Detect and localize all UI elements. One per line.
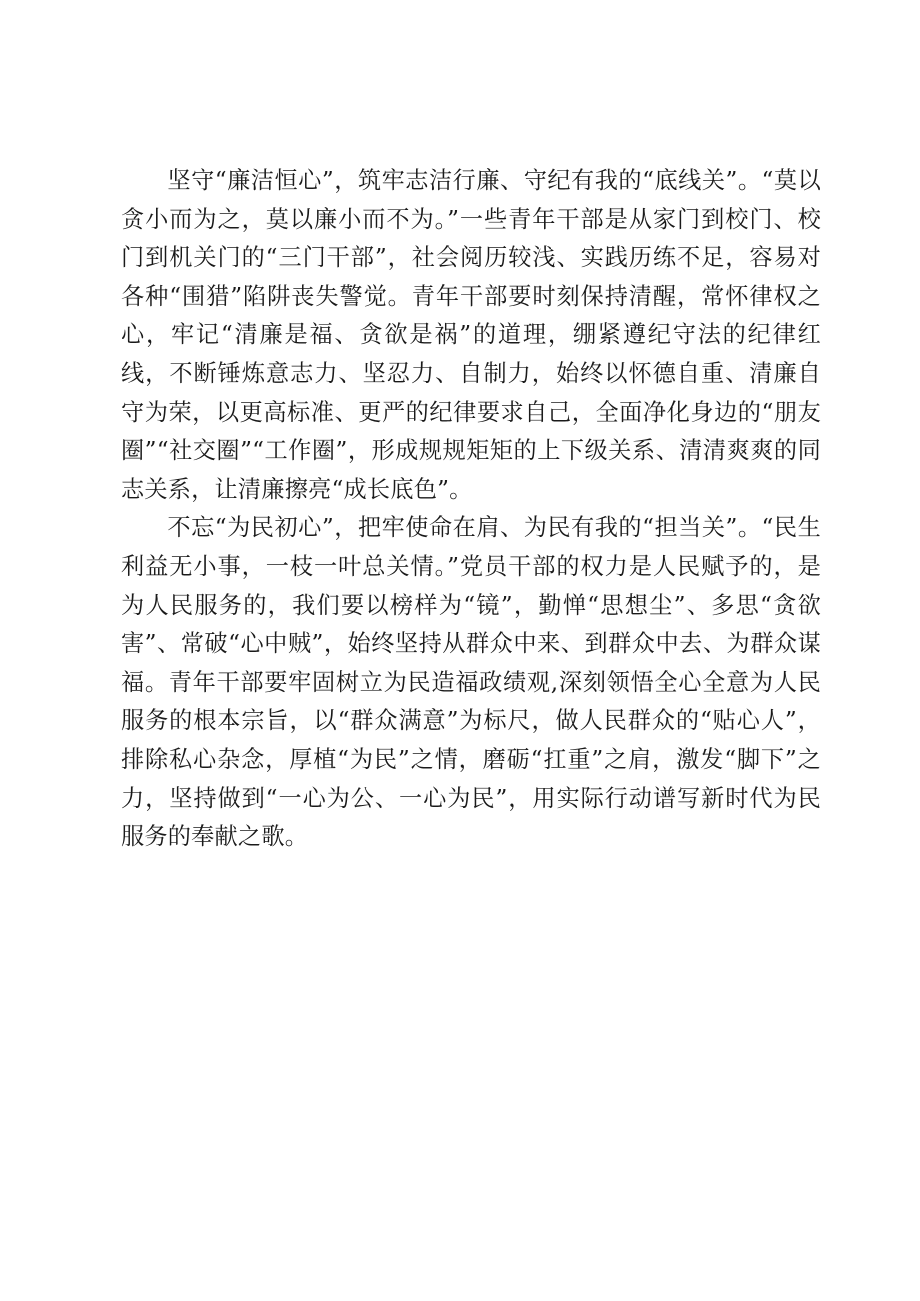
- paragraph-integrity: 坚守“廉洁恒心”，筑牢志洁行廉、守纪有我的“底线关”。“莫以贪小而为之，莫以廉小而不为。”一些青年干部是从家门到校门、校门到机关门的“三门干部”，社会阅历较浅、实践历练不足，容易对各种“围猎”陷阱丧失警觉。青年干部要时刻保持清醒，常怀律权之心，牢记“清廉是福、贪欲是祸”的道理，绷紧遵纪守法的纪律红线，不断锤炼意志力、坚忍力、自制力，始终以怀德自重、清廉自守为荣，以更高标准、更严的纪律要求自己，全面净化身边的“朋友圈”“社交圈”“工作圈”，形成规规矩矩的上下级关系、清清爽爽的同志关系，让清廉擦亮“成长底色”。: [121, 167, 821, 503]
- paragraph-service: 不忘“为民初心”，把牢使命在肩、为民有我的“担当关”。“民生利益无小事，一枝一叶总关情。”党员干部的权力是人民赋予的，是为人民服务的，我们要以榜样为“镜”，勤惮“思想尘”、多思“贪欲害”、常破“心中贼”，始终坚持从群众中来、到群众中去、为群众谋福。青年干部要牢固树立为民造福政绩观,深刻领悟全心全意为人民服务的根本宗旨，以“群众满意”为标尺，做人民群众的“贴心人”，排除私心杂念，厚植“为民”之情，磨砺“扛重”之肩，激发“脚下”之力，坚持做到“一心为公、一心为民”，用实际行动谱写新时代为民服务的奉献之歌。: [121, 514, 821, 851]
- document-body: [121, 162, 821, 857]
